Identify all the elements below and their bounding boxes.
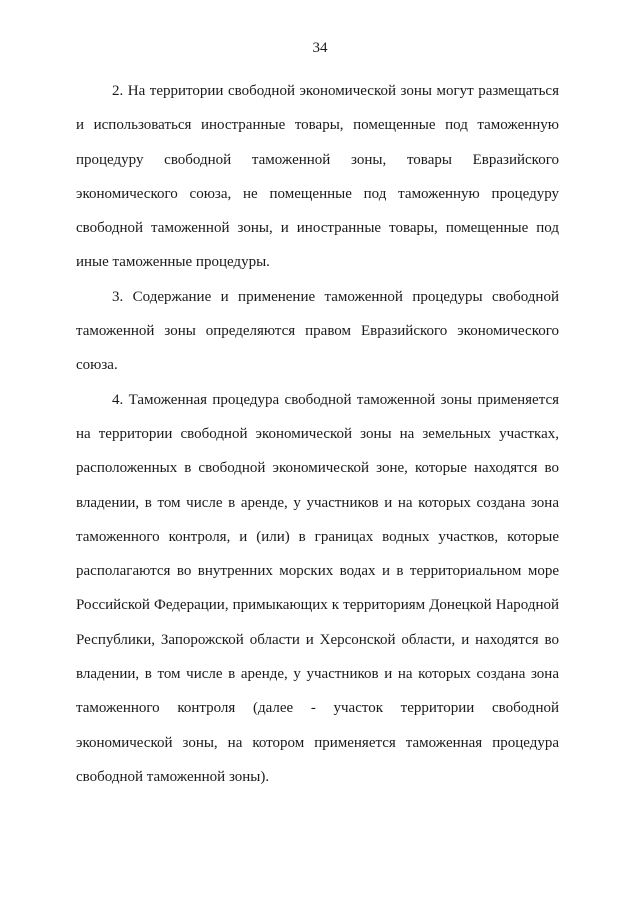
paragraph-line: и использоваться иностранные товары, помещенные под таможенную [76,117,559,134]
page-number: 34 [312,40,328,56]
paragraph-line: на территории свободной экономической зоны на земельных участках, [76,425,559,442]
paragraph-line: 2. На территории свободной экономической зоны могут размещаться [112,83,559,99]
paragraph-line: владении, в том числе в аренде, у участников и на которых создана зона [76,494,559,511]
paragraph-line: таможенного контроля, и (или) в границах водных участков, которые [76,528,559,545]
paragraph-line: 4. Таможенная процедура свободной таможенной зоны применяется [112,391,559,408]
paragraph-4 [76,383,559,795]
paragraph-line: таможенной зоны определяются правом Евразийского экономического [76,323,559,340]
paragraph-line: расположенных в свободной экономической зоне, которые находятся во [76,460,559,477]
document-body [76,74,559,794]
paragraph-line: процедуру свободной таможенной зоны, товары Евразийского [76,151,559,168]
paragraph-line: 3. Содержание и применение таможенной процедуры свободной [112,288,559,305]
paragraph-2 [76,74,559,280]
paragraph-line: экономического союза, не помещенные под таможенную процедуру [76,185,559,202]
paragraph-line: иные таможенные процедуры. [76,254,270,271]
paragraph-3 [76,280,559,383]
paragraph-line: располагаются во внутренних морских водах и в территориальном море [76,563,559,580]
paragraph-line: свободной таможенной зоны, и иностранные товары, помещенные под [76,220,559,237]
paragraph-line: Республики, Запорожской области и Херсонской области, и находятся во [76,631,559,648]
paragraph-line: Российской Федерации, примыкающих к территориям Донецкой Народной [76,597,559,614]
paragraph-line: владении, в том числе в аренде, у участников и на которых создана зона [76,666,559,683]
paragraph-line: союза. [76,357,118,374]
paragraph-line: таможенного контроля (далее - участок территории свободной [76,700,559,717]
paragraph-line: экономической зоны, на котором применяется таможенная процедура [76,734,559,751]
paragraph-line: свободной таможенной зоны). [76,768,270,785]
